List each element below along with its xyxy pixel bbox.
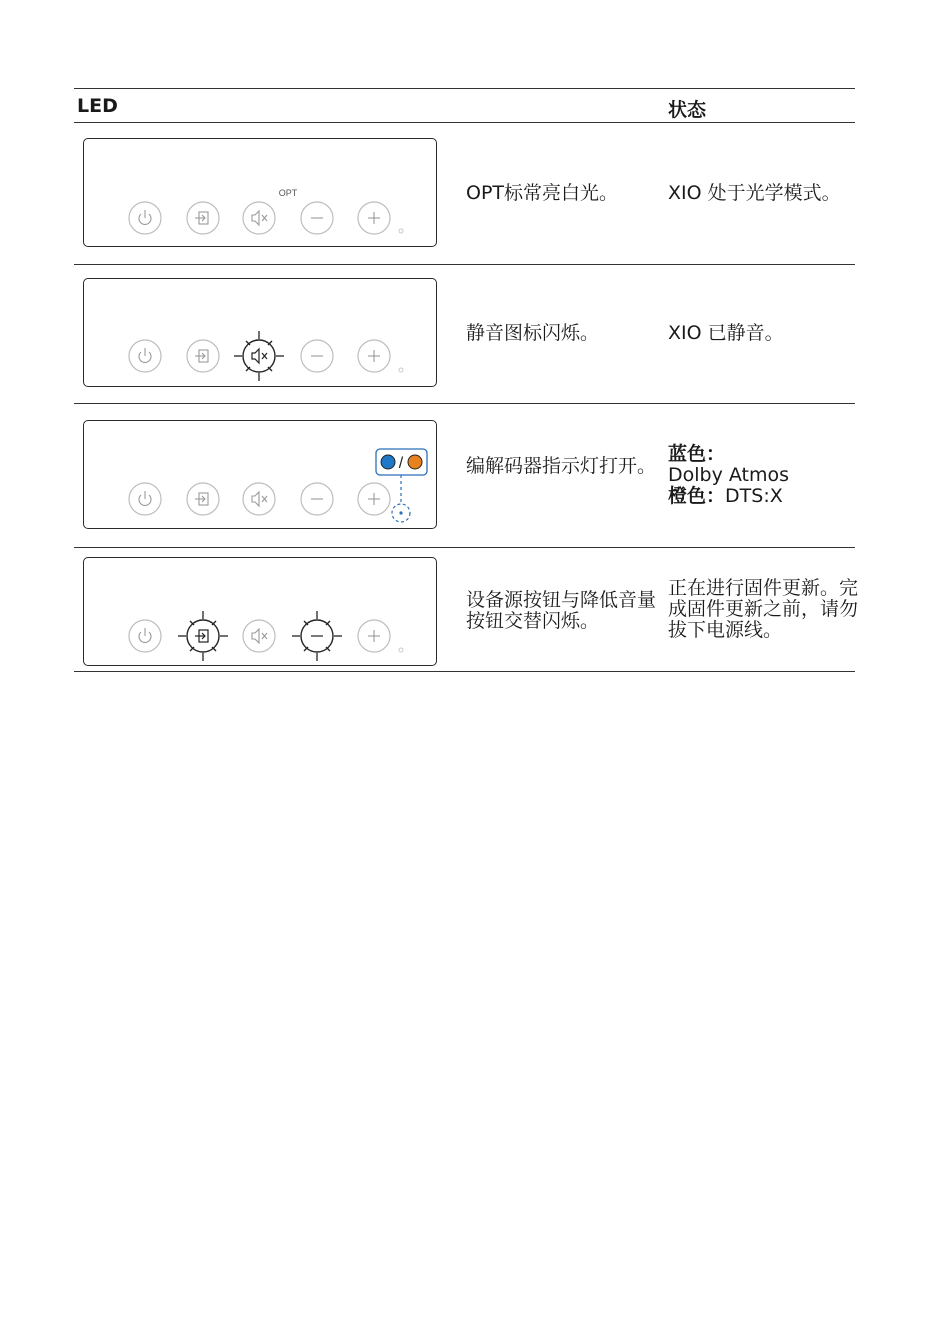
panel-buttons: [84, 279, 436, 386]
codec-separator: /: [398, 455, 404, 472]
row-1-description: OPT标常亮白光。: [466, 182, 619, 204]
row-2-description: 静音图标闪烁。: [466, 322, 600, 344]
led-panel-row-1: [83, 138, 437, 247]
row-2-rule: [74, 403, 855, 404]
orange-led-icon: [408, 455, 422, 469]
row-1-rule: [74, 264, 855, 265]
table-top-rule: [74, 88, 855, 89]
state-blue-label: 蓝色：: [668, 443, 726, 465]
panel-buttons: [84, 421, 436, 528]
ir-sensor-icon: [399, 648, 403, 652]
mute-icon: [252, 349, 267, 363]
column-header-state: 状态: [668, 99, 707, 121]
table-bottom-rule: [74, 671, 855, 672]
ir-sensor-icon: [399, 229, 403, 233]
led-panel-row-3: [83, 420, 437, 529]
mute-icon: [252, 211, 259, 225]
row-3-state: [668, 444, 858, 507]
blue-led-icon: [381, 455, 395, 469]
row-1-state: XIO 处于光学模式。: [668, 182, 841, 204]
header-rule: [74, 122, 855, 123]
state-blue-value: Dolby Atmos: [668, 464, 790, 486]
panel-buttons: [84, 558, 436, 665]
ir-sensor-icon: [399, 368, 403, 372]
row-2-state: XIO 已静音。: [668, 322, 784, 344]
led-panel-row-2: [83, 278, 437, 387]
row-3-rule: [74, 547, 855, 548]
led-panel-row-4: [83, 557, 437, 666]
row-4-description: 设备源按钮与降低音量按钮交替闪烁。: [466, 589, 657, 632]
row-4-state: 正在进行固件更新。完成固件更新之前，请勿拔下电源线。: [668, 577, 859, 641]
state-orange-label: 橙色：: [668, 485, 726, 507]
panel-buttons: [84, 139, 436, 246]
opt-indicator-label: OPT: [278, 188, 298, 198]
column-header-led: LED: [77, 95, 118, 117]
row-3-description: 编解码器指示灯打开。: [466, 455, 657, 477]
state-orange-value: DTS:X: [725, 485, 783, 507]
